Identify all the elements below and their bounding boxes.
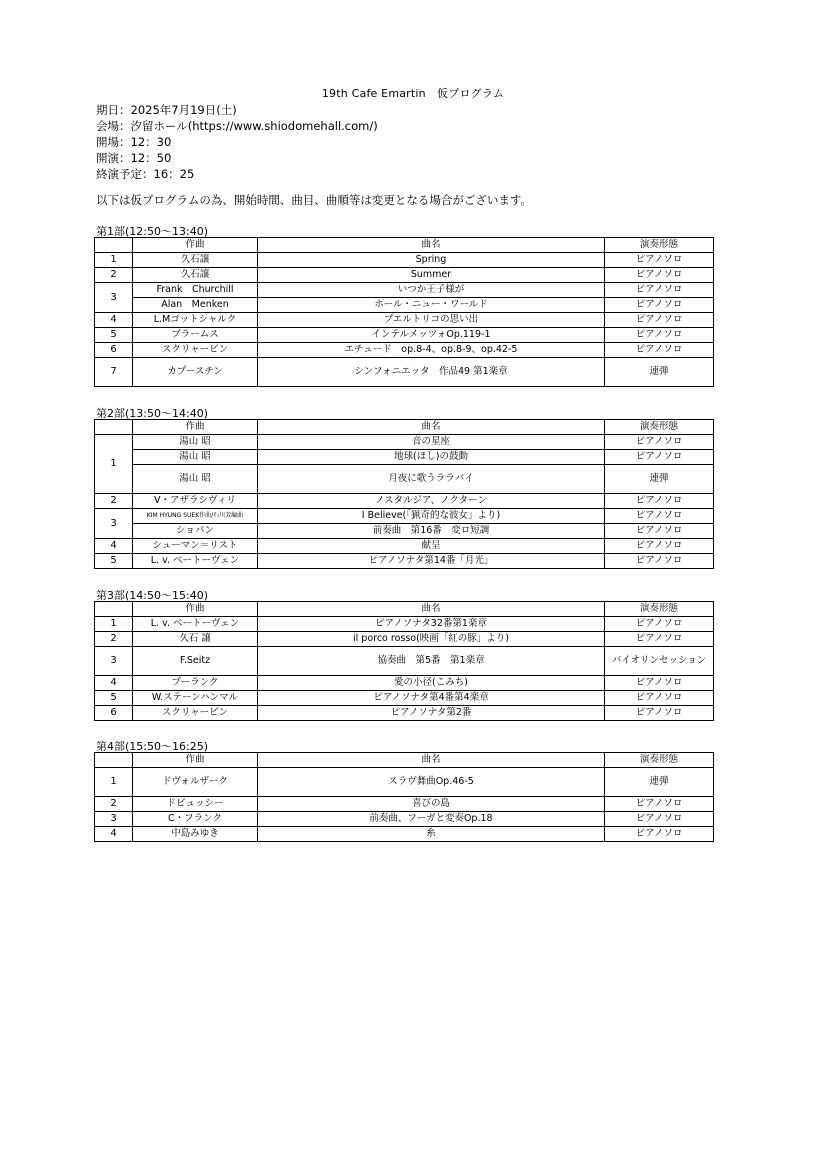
table-row	[95, 524, 714, 539]
table-row	[95, 268, 714, 283]
row-piece: ピアノソナタ32番第1楽章	[258, 617, 605, 632]
section-2-table	[94, 419, 714, 569]
row-piece: 喜びの島	[258, 797, 605, 812]
header-piece: 曲名	[258, 420, 605, 435]
row-format: ピアノソロ	[605, 812, 714, 827]
row-number: 2	[95, 632, 133, 647]
row-number: 6	[95, 706, 133, 721]
row-piece: スラヴ舞曲Op.46-5	[258, 768, 605, 797]
table-header-row	[95, 238, 714, 253]
table-row	[95, 647, 714, 676]
row-composer: ドビュッシー	[133, 797, 258, 812]
row-composer: プーランク	[133, 676, 258, 691]
table-header-row	[95, 420, 714, 435]
row-composer: スクリャービン	[133, 706, 258, 721]
header-composer: 作曲	[133, 238, 258, 253]
row-composer: C・フランク	[133, 812, 258, 827]
row-number: 4	[95, 676, 133, 691]
row-number: 4	[95, 539, 133, 554]
row-piece: il porco rosso(映画「紅の豚」より)	[258, 632, 605, 647]
row-piece: 月夜に歌うララバイ	[258, 465, 605, 494]
row-composer: W.ステーンハンマル	[133, 691, 258, 706]
row-format: ピアノソロ	[605, 539, 714, 554]
table-row	[95, 494, 714, 509]
row-piece: エチュード op.8-4、op.8-9、op.42-5	[258, 343, 605, 358]
row-composer: Alan Menken	[133, 298, 258, 313]
row-piece: ホール・ニュー・ワールド	[258, 298, 605, 313]
table-row	[95, 827, 714, 842]
row-piece: ピアノソナタ第2番	[258, 706, 605, 721]
table-row	[95, 539, 714, 554]
row-composer: Frank Churchill	[133, 283, 258, 298]
row-format: ピアノソロ	[605, 450, 714, 465]
row-format: 連弾	[605, 768, 714, 797]
row-number: 2	[95, 494, 133, 509]
header-format: 演奏形態	[605, 420, 714, 435]
row-piece: インテルメッツォOp.119-1	[258, 328, 605, 343]
row-number: 4	[95, 313, 133, 328]
header-piece: 曲名	[258, 753, 605, 768]
row-piece: ピアノソナタ第14番「月光」	[258, 554, 605, 569]
row-piece: シンフォニエッタ 作品49 第1楽章	[258, 358, 605, 387]
row-format: ピアノソロ	[605, 283, 714, 298]
row-number: 7	[95, 358, 133, 387]
row-piece: 前奏曲、フーガと変奏Op.18	[258, 812, 605, 827]
table-row	[95, 358, 714, 387]
section-2-heading: 第2部(13:50～14:40)	[96, 407, 208, 420]
row-format: 連弾	[605, 358, 714, 387]
row-composer: 湯山 昭	[133, 450, 258, 465]
row-number: 1	[95, 768, 133, 797]
row-piece: 音の星座	[258, 435, 605, 450]
row-composer: KIM HYUNG SUEK作曲/石川芳編曲	[133, 509, 258, 524]
header-composer: 作曲	[133, 420, 258, 435]
table-row	[95, 554, 714, 569]
event-date: 期日：2025年7月19日(土)	[96, 103, 237, 117]
table-row	[95, 676, 714, 691]
row-number: 2	[95, 268, 133, 283]
start-time: 開演：12：50	[96, 151, 172, 165]
table-row	[95, 298, 714, 313]
row-format: 連弾	[605, 465, 714, 494]
page-title: 19th Cafe Emartin 仮プログラム	[321, 87, 505, 100]
row-piece: プエルトリコの思い出	[258, 313, 605, 328]
row-composer: カプースチン	[133, 358, 258, 387]
header-number	[95, 753, 133, 768]
row-format: ピアノソロ	[605, 298, 714, 313]
doors-open-time: 開場：12：30	[96, 135, 172, 149]
row-composer: 久石譲	[133, 253, 258, 268]
table-row	[95, 465, 714, 494]
header-format: 演奏形態	[605, 238, 714, 253]
section-1-table	[94, 237, 714, 387]
row-format: ピアノソロ	[605, 691, 714, 706]
row-format: ピアノソロ	[605, 509, 714, 524]
row-number: 2	[95, 797, 133, 812]
row-piece: 地球(ほし)の鼓動	[258, 450, 605, 465]
table-row	[95, 343, 714, 358]
header-number	[95, 420, 133, 435]
row-number: 1	[95, 617, 133, 632]
table-header-row	[95, 602, 714, 617]
row-format: ピアノソロ	[605, 797, 714, 812]
table-row	[95, 812, 714, 827]
row-format: ピアノソロ	[605, 435, 714, 450]
row-piece: 献呈	[258, 539, 605, 554]
row-number: 3	[95, 509, 133, 539]
row-piece: いつか王子様が	[258, 283, 605, 298]
row-composer: 久石譲	[133, 268, 258, 283]
table-row	[95, 509, 714, 524]
row-piece: 前奏曲 第16番 変ロ短調	[258, 524, 605, 539]
row-composer: スクリャービン	[133, 343, 258, 358]
row-piece: 協奏曲 第5番 第1楽章	[258, 647, 605, 676]
table-row	[95, 617, 714, 632]
row-format: ピアノソロ	[605, 313, 714, 328]
row-format: ピアノソロ	[605, 617, 714, 632]
row-piece: 糸	[258, 827, 605, 842]
header-piece: 曲名	[258, 238, 605, 253]
table-row	[95, 691, 714, 706]
row-composer: ショパン	[133, 524, 258, 539]
row-composer: 久石 譲	[133, 632, 258, 647]
row-number: 3	[95, 283, 133, 313]
row-composer: L. v. ベートーヴェン	[133, 617, 258, 632]
row-format: バイオリンセッション	[605, 647, 714, 676]
table-row	[95, 283, 714, 298]
row-format: ピアノソロ	[605, 524, 714, 539]
row-format: ピアノソロ	[605, 676, 714, 691]
section-1-heading: 第1部(12:50～13:40)	[96, 225, 208, 238]
row-format: ピアノソロ	[605, 268, 714, 283]
row-format: ピアノソロ	[605, 343, 714, 358]
row-format: ピアノソロ	[605, 494, 714, 509]
row-composer: ドヴォルザーク	[133, 768, 258, 797]
header-number	[95, 238, 133, 253]
row-number: 4	[95, 827, 133, 842]
table-row	[95, 450, 714, 465]
row-composer: L. v. ベートーヴェン	[133, 554, 258, 569]
row-composer: L.Mゴットシャルク	[133, 313, 258, 328]
row-format: ピアノソロ	[605, 554, 714, 569]
event-info	[96, 102, 378, 182]
row-format: ピアノソロ	[605, 253, 714, 268]
row-composer: F.Seitz	[133, 647, 258, 676]
table-row	[95, 632, 714, 647]
table-row	[95, 435, 714, 450]
header-format: 演奏形態	[605, 753, 714, 768]
row-composer: シューマン＝リスト	[133, 539, 258, 554]
row-composer: 湯山 昭	[133, 435, 258, 450]
row-piece: I Believe(「猟奇的な彼女」より)	[258, 509, 605, 524]
table-row	[95, 328, 714, 343]
table-row	[95, 768, 714, 797]
row-number: 5	[95, 691, 133, 706]
table-row	[95, 313, 714, 328]
row-format: ピアノソロ	[605, 706, 714, 721]
row-piece: Spring	[258, 253, 605, 268]
event-venue: 会場：汐留ホール(https://www.shiodomehall.com/)	[96, 119, 378, 133]
row-composer: V・アザラシヴィリ	[133, 494, 258, 509]
row-piece: ノスタルジア、ノクターン	[258, 494, 605, 509]
row-number: 5	[95, 328, 133, 343]
row-number: 3	[95, 647, 133, 676]
row-number: 5	[95, 554, 133, 569]
header-piece: 曲名	[258, 602, 605, 617]
section-4-table	[94, 752, 714, 842]
table-header-row	[95, 753, 714, 768]
row-piece: ピアノソナタ第4番第4楽章	[258, 691, 605, 706]
row-composer: ブラームス	[133, 328, 258, 343]
row-number: 6	[95, 343, 133, 358]
section-4-heading: 第4部(15:50～16:25)	[96, 740, 208, 753]
row-composer: 湯山 昭	[133, 465, 258, 494]
header-number	[95, 602, 133, 617]
row-number: 1	[95, 435, 133, 494]
header-format: 演奏形態	[605, 602, 714, 617]
row-piece: 愛の小径(こみち)	[258, 676, 605, 691]
table-row	[95, 253, 714, 268]
header-composer: 作曲	[133, 753, 258, 768]
row-number: 1	[95, 253, 133, 268]
row-format: ピアノソロ	[605, 328, 714, 343]
row-number: 3	[95, 812, 133, 827]
table-row	[95, 797, 714, 812]
row-format: ピアノソロ	[605, 827, 714, 842]
row-piece: Summer	[258, 268, 605, 283]
section-3-heading: 第3部(14:50～15:40)	[96, 589, 208, 602]
change-notice: 以下は仮プログラムの為、開始時間、曲目、曲順等は変更となる場合がございます。	[96, 193, 532, 207]
section-3-table	[94, 601, 714, 721]
end-time: 終演予定：16：25	[96, 167, 195, 181]
row-composer: 中島みゆき	[133, 827, 258, 842]
table-row	[95, 706, 714, 721]
row-format: ピアノソロ	[605, 632, 714, 647]
header-composer: 作曲	[133, 602, 258, 617]
